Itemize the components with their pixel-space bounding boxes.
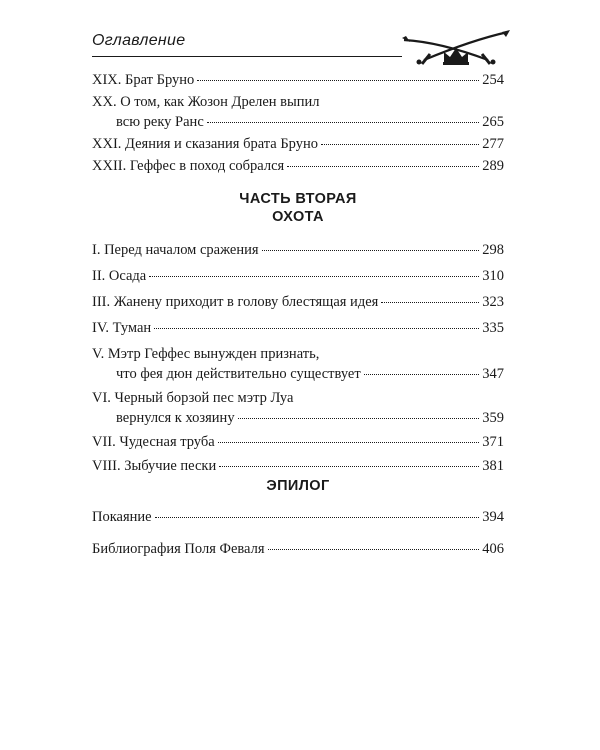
part-heading <box>92 190 504 226</box>
leader-dots <box>381 302 479 303</box>
header-title: Оглавление <box>92 32 186 49</box>
toc-entry[interactable] <box>92 72 504 89</box>
toc-entry[interactable] <box>92 320 504 337</box>
toc-entry[interactable] <box>92 94 504 131</box>
leader-dots <box>154 328 479 329</box>
running-header <box>92 26 512 76</box>
entry-title-line1: VI. Черный борзой пес мэтр Луа <box>92 390 294 406</box>
leader-dots <box>155 517 480 518</box>
page-number: 254 <box>482 72 504 88</box>
entry-title: XXI. Деяния и сказания брата Бруно <box>92 136 318 152</box>
leader-dots <box>219 466 479 467</box>
leader-dots <box>321 144 479 145</box>
leader-dots <box>262 250 480 251</box>
entry-title: VII. Чудесная труба <box>92 434 215 450</box>
page-number: 394 <box>482 509 504 525</box>
toc-entry[interactable] <box>92 458 504 475</box>
toc-entry[interactable] <box>92 390 504 427</box>
toc-block-part2 <box>92 242 504 475</box>
entry-title-line1: V. Мэтр Геффес вынужден признать, <box>92 346 320 362</box>
entry-title: всю реку Ранс <box>116 114 204 130</box>
toc-entry[interactable] <box>92 434 504 451</box>
entry-title: Покаяние <box>92 509 152 525</box>
page-number: 289 <box>482 158 504 174</box>
entry-title: III. Жанену приходит в голову блестящая идея <box>92 294 379 310</box>
page-number: 406 <box>482 541 504 557</box>
leader-dots <box>268 549 480 550</box>
page-number: 298 <box>482 242 504 258</box>
toc-entry[interactable] <box>92 509 504 526</box>
entry-title: XIX. Брат Бруно <box>92 72 195 88</box>
entry-title: вернулся к хозяину <box>116 410 235 426</box>
epilogue-heading: ЭПИЛОГ <box>266 478 330 494</box>
entry-title: VIII. Зыбучие пески <box>92 458 217 474</box>
part-title: ОХОТА <box>272 209 324 225</box>
page-number: 265 <box>482 114 504 130</box>
entry-title: I. Перед началом сражения <box>92 242 259 258</box>
leader-dots <box>149 276 479 277</box>
leader-dots <box>197 80 479 81</box>
toc-block-epilogue <box>92 509 504 558</box>
entry-title: что фея дюн действительно существует <box>116 366 361 382</box>
part-number: ЧАСТЬ ВТОРАЯ <box>239 191 357 207</box>
entry-title: Библиография Поля Феваля <box>92 541 265 557</box>
toc-entry[interactable] <box>92 294 504 311</box>
page-number: 371 <box>482 434 504 450</box>
toc-entry[interactable] <box>92 541 504 558</box>
header-rule <box>92 56 402 57</box>
toc-entry[interactable] <box>92 136 504 153</box>
leader-dots <box>364 374 480 375</box>
page-number: 359 <box>482 410 504 426</box>
entry-title-line1: XX. О том, как Жозон Дрелен выпил <box>92 94 320 110</box>
leader-dots <box>238 418 480 419</box>
page-number: 277 <box>482 136 504 152</box>
leader-dots <box>287 166 479 167</box>
toc-entry[interactable] <box>92 158 504 175</box>
toc-entry[interactable] <box>92 242 504 259</box>
page-number: 310 <box>482 268 504 284</box>
page-number: 347 <box>482 366 504 382</box>
page-number: 335 <box>482 320 504 336</box>
entry-title: XXII. Геффес в поход собрался <box>92 158 285 174</box>
entry-title: II. Осада <box>92 268 147 284</box>
toc-block-part1-end <box>92 72 504 175</box>
leader-dots <box>207 122 479 123</box>
entry-title: IV. Туман <box>92 320 152 336</box>
crossed-swords-crown-icon <box>400 26 512 68</box>
page-number: 381 <box>482 458 504 474</box>
page-number: 323 <box>482 294 504 310</box>
toc-entry[interactable] <box>92 268 504 285</box>
leader-dots <box>218 442 480 443</box>
toc-entry[interactable] <box>92 346 504 383</box>
